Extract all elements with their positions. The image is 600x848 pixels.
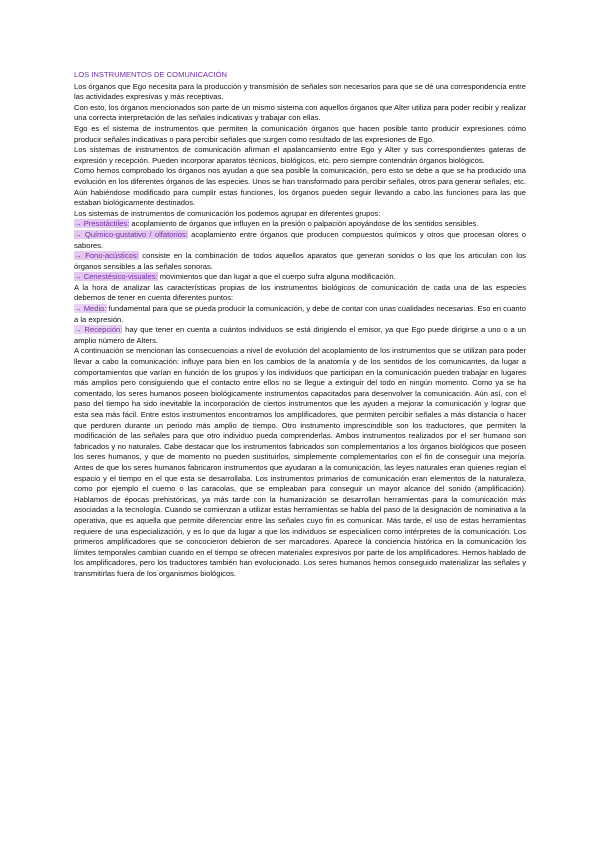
point-label: → Medio: bbox=[74, 304, 107, 314]
group-label: → Químico-gustativo / olfatorios: bbox=[74, 229, 188, 239]
group-item bbox=[74, 251, 526, 272]
group-item bbox=[74, 230, 526, 251]
paragraph: A continuación se mencionan las consecuencias a nivel de evolución del acoplamiento de los instrumentos que se utilizan para poder llevar a cabo la comunicación: influye para bien en los cambios de la anatomía y de los sentidos de los comunicantes, da lugar a comportamientos que varían en función de los grupos y los individuos que participan en la comunicación pueden trabajar en lugares más amplios pero consiguiendo que el contacto entre ellos no se llegue a extinguir del todo en ningún momento. Como ya se ha comentado, los seres humanos poseen biológicamente instrumentos capacitados para desenvolver la comunicación. Aún así, con el paso del tiempo ha sido inevitable la incorporación de ciertos instrumentos que les ayuden a mejorar la comunicación y lograr que esta sea más fácil. Entre estos instrumentos encontramos los amplificadores, que permiten percibir señales a más distancia o hacer que perduren durante un periodo más amplio de tiempo. Otro instrumento imprescindible son los traductores, que permiten la modificación de las señales para que otro individuo pueda comprenderlas. Ambos instrumentos realizados por el ser humano son fabricados y no naturales. Cabe destacar que los instrumentos fabricados son complementarios a los órganos biológicos que poseen los seres humanos, y que de momento no pueden sustituirlos, simplemente complementarlos con el fin de conseguir una mejoría. Antes de que los seres humanos fabricaron instrumentos que ayudaran a la comunicación, las leyes naturales eran quienes regían el espacio y el tiempo en el que esta se desarrollaba. Los instrumentos primarios de comunicación eran elementos de la naturaleza, como por ejemplo el cuerno o las caracolas, que se empleaban para conseguir un mayor alcance del sonido (amplificación). Hablamos de épocas prehistóricas, ya más tarde con la humanización se desarrollan herramientas para la comunicación más asociadas a la tecnología. Cuando se comienzan a utilizar estas herramientas se habla del paso de la designación de nominativa a la operativa, que es aquella que permite diferenciar entre las señales cuyo fin es comunicar. Más tarde, el uso de estas herramientas requiere de una especialización, y es lo que da lugar a que los individuos se especialicen como intérpretes de la comunicación. Los primeros amplificadores que se concocieron debieron de ser marcadores. Aparece la conciencia histórica en la comunicación los límites temporales cambian cuando en el tiempo se ofrecen materiales expresivos por parte de los amplificadores. Hemos hablado de los amplificadores, pero los traductores también han evolucionado. Los seres humanos hemos conseguido materializar las señales y transmitirlas fuera de los organismos biológicos. bbox=[74, 346, 526, 578]
paragraph: Con esto, los órganos mencionados son parte de un mismo sistema con aquellos órganos que Alter utiliza para poder recibir y realizar una correcta interpretación de las señales indicativas y trabajar con ellas. bbox=[74, 102, 526, 123]
group-label: → Fono-acústicos: bbox=[74, 251, 139, 261]
group-label: → Cenestésico-visuales: bbox=[74, 272, 158, 282]
arrow-icon: → bbox=[74, 272, 82, 282]
document-title: LOS INSTRUMENTOS DE COMUNICACIÓN bbox=[74, 70, 228, 79]
point-item bbox=[74, 304, 526, 325]
arrow-icon: → bbox=[74, 304, 82, 314]
paragraph: Los sistemas de instrumentos de comunicación los podemos agrupar en diferentes grupos: bbox=[74, 208, 381, 218]
point-text: hay que tener en cuenta a cuántos individuos se está dirigiendo el emisor, ya que Ego puede dirigirse a uno o a un amplio número de Alters. bbox=[74, 325, 526, 345]
point-text: fundamental para que se pueda producir la comunicación, y debe de contar con unas cualidades necesarias. Eso en cuanto a la expresión. bbox=[74, 304, 526, 324]
arrow-icon: → bbox=[74, 251, 82, 261]
point-label: → Recepción: bbox=[74, 325, 123, 335]
paragraph: A la hora de analizar las características propias de los instrumentos biológicos de comunicación de cada una de las especies debemos de tener en cuenta diferentes puntos: bbox=[74, 282, 526, 303]
paragraph: Los órganos que Ego necesita para la producción y transmisión de señales son necesarios para que se dé una correspondencia entre las actividades expresivas y más receptivas. bbox=[74, 81, 526, 102]
point-item bbox=[74, 325, 526, 346]
paragraph: Los sistemas de instrumentos de comunicación afirman el apalancamiento entre Ego y Alter y sus correspondientes gateras de expresión y recepción. Pueden incorporar aparatos técnicos, biológicos, etc. pero siempre contendrán órganos biológicos. bbox=[74, 145, 526, 165]
group-text: consiste en la combinación de todos aquellos aparatos que generan sonidos o los que los articulan con los órganos sensibles a las señales sonoras. bbox=[74, 251, 526, 271]
paragraph: Ego es el sistema de instrumentos que permiten la comunicación órganos que hacen posible tanto producir expresiones cómo producir señales indicativas o para percibir señales que surgen como resultado de las expresiones de Ego. bbox=[74, 123, 526, 144]
group-item bbox=[74, 272, 526, 283]
group-text: acoplamiento de órganos que influyen en la presión o palpación apoyándose de los sentidos sensibles. bbox=[129, 219, 479, 229]
group-text: movimientos que dan lugar a que el cuerpo sufra alguna modificación. bbox=[157, 272, 396, 282]
group-label: → Presotáctiles: bbox=[74, 219, 130, 229]
document-page bbox=[74, 70, 526, 580]
arrow-icon: → bbox=[74, 219, 82, 229]
arrow-icon: → bbox=[74, 325, 82, 335]
group-item bbox=[74, 219, 526, 230]
arrow-icon: → bbox=[74, 229, 82, 239]
group-text: acoplamiento entre órganos que producen compuestos químicos y otros que procesan olores o sabores. bbox=[74, 229, 526, 250]
paragraph: Como hemos comprobado los órganos nos ayudan a que sea posible la comunicación, pero esto se debe a que se ha producido una evolución en los diferentes órganos de las especies. Unos se han transformado para percibir señales, otros para generar señales, etc. Aún habiéndose modificado para cumplir estas funciones, los órganos pueden seguir llevando a cabo las funciones para las que estaban biológicamente destinados. bbox=[74, 166, 526, 208]
